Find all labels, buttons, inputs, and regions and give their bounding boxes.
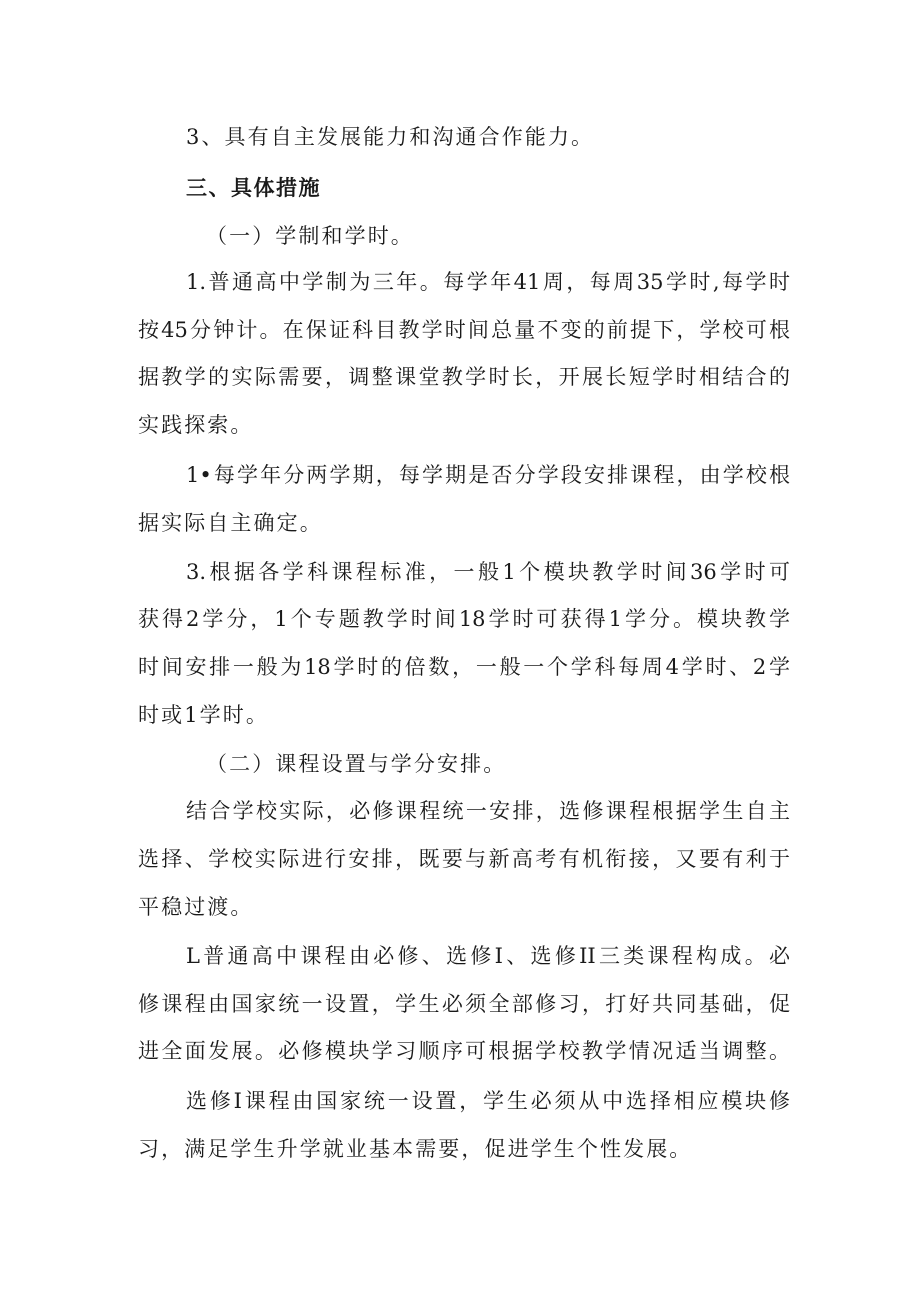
paragraph-line: 1•每学年分两学期，每学期是否分学段安排课程，由学校根 bbox=[186, 463, 790, 487]
paragraph-line: 1.普通高中学制为三年。每学年41周，每周35学时,每学时 bbox=[186, 270, 790, 294]
paragraph-line: 3.根据各学科课程标准，一般1个模块教学时间36学时可 bbox=[186, 560, 790, 584]
paragraph-line: 获得2学分，1个专题教学时间18学时可获得1学分。模块教学 bbox=[138, 607, 790, 631]
paragraph-line: 选择、学校实际进行安排，既要与新高考有机衔接，又要有利于 bbox=[138, 847, 790, 871]
subsection-heading: （一）学制和学时。 bbox=[206, 224, 414, 248]
paragraph-line: 习，满足学生升学就业基本需要，促进学生个性发展。 bbox=[138, 1137, 693, 1161]
paragraph-line: 时间安排一般为18学时的倍数，一般一个学科每周4学时、2学 bbox=[138, 655, 790, 679]
paragraph-line: 修课程由国家统一设置，学生必须全部修习，打好共同基础，促 bbox=[138, 992, 790, 1016]
paragraph-line: 3、具有自主发展能力和沟通合作能力。 bbox=[186, 125, 595, 149]
section-heading: 三、具体措施 bbox=[186, 176, 321, 200]
paragraph-line: 进全面发展。必修模块学习顺序可根据学校教学情况适当调整。 bbox=[138, 1039, 790, 1063]
paragraph-line: 平稳过渡。 bbox=[138, 895, 254, 919]
paragraph-line: L普通高中课程由必修、选修I、选修II三类课程构成。必 bbox=[186, 944, 790, 968]
paragraph-line: 按45分钟计。在保证科目教学时间总量不变的前提下，学校可根 bbox=[138, 318, 790, 342]
paragraph-line: 结合学校实际，必修课程统一安排，选修课程根据学生自主 bbox=[186, 799, 790, 823]
paragraph-line: 实践探索。 bbox=[138, 413, 254, 437]
paragraph-line: 据教学的实际需要，调整课堂教学时长，开展长短学时相结合的 bbox=[138, 365, 790, 389]
paragraph-line: 据实际自主确定。 bbox=[138, 511, 323, 535]
paragraph-line: 选修I课程由国家统一设置，学生必须从中选择相应模块修 bbox=[186, 1089, 790, 1113]
subsection-heading: （二）课程设置与学分安排。 bbox=[206, 752, 507, 776]
paragraph-line: 时或1学时。 bbox=[138, 703, 269, 727]
